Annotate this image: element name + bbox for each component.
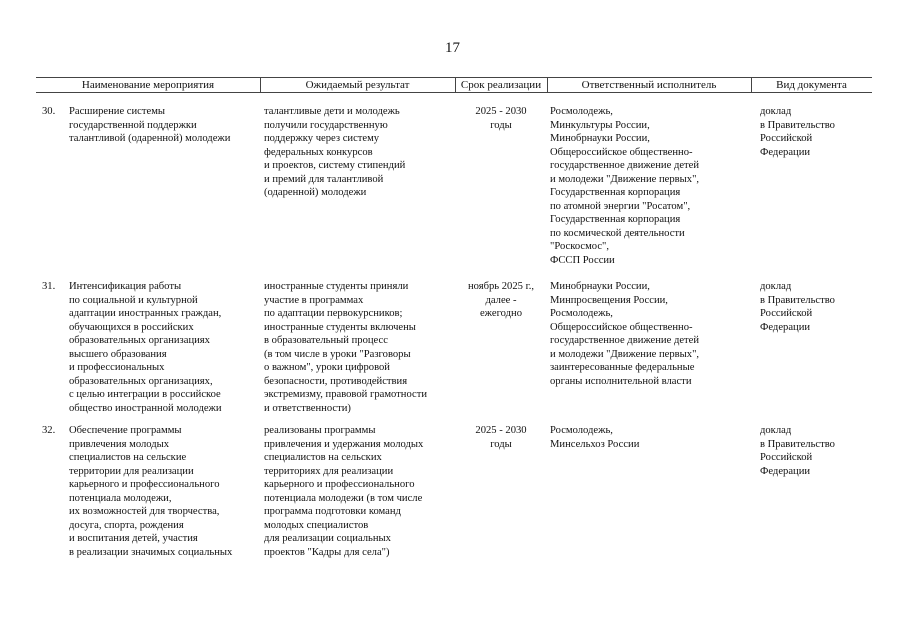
- event-name-line: талантливой (одаренной) молодежи: [69, 133, 231, 144]
- event-name-line: привлечения молодых: [69, 438, 170, 450]
- implementation-term-line: 2025 - 2030: [475, 106, 527, 117]
- event-name-cell: [69, 105, 259, 146]
- responsible-executor-line: Росмолодежь,: [550, 425, 613, 436]
- document-type-line: Российской: [760, 452, 813, 463]
- responsible-executor-line: Росмолодежь,: [550, 308, 613, 319]
- document-type-line: Федерации: [760, 146, 811, 158]
- expected-result-cell: [264, 105, 454, 200]
- expected-result-line: карьерного и профессионального: [264, 479, 415, 490]
- responsible-executor-line: Минобрнауки России,: [550, 133, 650, 144]
- expected-result-line: проектов "Кадры для села"): [264, 546, 390, 558]
- event-name-line: территории для реализации: [69, 465, 194, 477]
- document-type-line: Российской: [760, 133, 813, 144]
- event-name-line: адаптации иностранных граждан,: [69, 308, 222, 319]
- event-name-line: карьерного и профессионального: [69, 479, 220, 490]
- document-type-cell: [760, 280, 870, 334]
- event-name-line: Расширение системы: [69, 106, 166, 117]
- event-name-line: образовательных организациях: [69, 335, 210, 346]
- event-name-cell: [69, 424, 259, 559]
- event-name-line: государственной поддержки: [69, 119, 197, 131]
- expected-result-line: (в том числе в уроки "Разговоры: [264, 348, 411, 360]
- document-type-line: в Правительство: [760, 438, 835, 450]
- responsible-executor-line: по атомной энергии "Росатом",: [550, 200, 691, 212]
- expected-result-line: территориях для реализации: [264, 465, 394, 477]
- responsible-executor-line: Государственная корпорация: [550, 187, 681, 198]
- responsible-executor-cell: [550, 105, 745, 267]
- document-type-cell: [760, 424, 870, 478]
- expected-result-line: и ответственности): [264, 402, 351, 414]
- implementation-term-line: годы: [490, 438, 512, 450]
- event-name-line: общество иностранной молодежи: [69, 402, 222, 414]
- column-header-doc-type: Вид документа: [776, 79, 847, 91]
- implementation-term-cell: [456, 424, 546, 451]
- implementation-term-cell: [456, 105, 546, 132]
- document-type-line: доклад: [760, 281, 792, 292]
- document-type-line: доклад: [760, 425, 792, 436]
- implementation-term-line: 2025 - 2030: [475, 425, 527, 436]
- page-number: 17: [445, 40, 460, 56]
- implementation-term-line: ежегодно: [479, 308, 522, 319]
- responsible-executor-line: и молодежи "Движение первых",: [550, 173, 700, 185]
- expected-result-line: получили государственную: [264, 119, 388, 131]
- implementation-term-cell: [456, 280, 546, 321]
- expected-result-line: потенциала молодежи (в том числе: [264, 492, 423, 504]
- expected-result-line: программа подготовки команд: [264, 506, 401, 517]
- responsible-executor-cell: [550, 424, 745, 451]
- document-type-line: доклад: [760, 106, 792, 117]
- expected-result-line: в образовательный процесс: [264, 335, 388, 346]
- responsible-executor-line: Минпросвещения России,: [550, 294, 668, 306]
- table-header: [36, 77, 872, 93]
- expected-result-line: талантливые дети и молодежь: [264, 106, 400, 117]
- event-name-line: Интенсификация работы: [69, 281, 182, 292]
- responsible-executor-line: Минобрнауки России,: [550, 281, 650, 292]
- event-name-line: специалистов на сельские: [69, 452, 187, 463]
- responsible-executor-line: Общероссийское общественно-: [550, 321, 693, 333]
- expected-result-line: молодых специалистов: [264, 519, 369, 531]
- responsible-executor-line: государственное движение детей: [550, 335, 700, 346]
- event-name-line: высшего образования: [69, 348, 167, 360]
- expected-result-line: участие в программах: [264, 294, 364, 306]
- implementation-term-line: годы: [490, 119, 512, 131]
- responsible-executor-line: Росмолодежь,: [550, 106, 613, 117]
- expected-result-line: реализованы программы: [264, 425, 376, 436]
- expected-result-line: и проектов, систему стипендий: [264, 160, 406, 171]
- responsible-executor-line: органы исполнительной власти: [550, 375, 692, 387]
- event-name-line: потенциала молодежи,: [69, 492, 172, 504]
- event-name-line: обучающихся в российских: [69, 321, 194, 333]
- document-type-line: в Правительство: [760, 119, 835, 131]
- responsible-executor-line: и молодежи "Движение первых",: [550, 348, 700, 360]
- column-header-term: Срок реализации: [460, 79, 542, 91]
- responsible-executor-line: Минсельхоз России: [550, 438, 640, 450]
- responsible-executor-line: по космической деятельности: [550, 227, 685, 239]
- responsible-executor-line: ФССП России: [550, 254, 615, 266]
- column-header-name: Наименование мероприятия: [81, 79, 215, 91]
- expected-result-line: иностранные студенты приняли: [264, 281, 409, 292]
- responsible-executor-line: Государственная корпорация: [550, 214, 681, 225]
- row-number-cell: 31.: [42, 281, 56, 292]
- expected-result-line: специалистов на сельских: [264, 452, 382, 463]
- expected-result-line: иностранные студенты включены: [264, 321, 416, 333]
- responsible-executor-line: Общероссийское общественно-: [550, 146, 693, 158]
- document-type-cell: [760, 105, 870, 159]
- responsible-executor-line: Минкультуры России,: [550, 119, 650, 131]
- implementation-term-line: далее -: [485, 294, 517, 306]
- expected-result-line: для реализации социальных: [264, 533, 391, 544]
- expected-result-line: безопасности, противодействия: [264, 375, 408, 387]
- expected-result-cell: [264, 280, 454, 415]
- event-name-cell: [69, 280, 259, 415]
- document-type-line: Федерации: [760, 321, 811, 333]
- responsible-executor-line: заинтересованные федеральные: [550, 362, 695, 373]
- expected-result-line: экстремизму, правовой грамотности: [264, 389, 428, 400]
- expected-result-line: (одаренной) молодежи: [264, 187, 367, 198]
- expected-result-line: привлечения и удержания молодых: [264, 438, 424, 450]
- event-name-line: с целью интеграции в российское: [69, 389, 221, 400]
- event-name-line: образовательных организациях,: [69, 375, 213, 387]
- event-name-line: в реализации значимых социальных: [69, 546, 233, 558]
- event-name-line: их возможностей для творчества,: [69, 506, 220, 517]
- event-name-line: и воспитания детей, участия: [69, 533, 198, 544]
- event-name-line: по социальной и культурной: [69, 294, 198, 306]
- column-header-executor: Ответственный исполнитель: [581, 79, 717, 91]
- expected-result-line: поддержку через систему: [264, 133, 380, 144]
- event-name-line: и профессиональных: [69, 362, 165, 373]
- responsible-executor-cell: [550, 280, 745, 388]
- expected-result-line: о важном", уроки цифровой: [264, 362, 390, 373]
- document-type-line: Федерации: [760, 465, 811, 477]
- expected-result-cell: [264, 424, 454, 559]
- row-number-cell: 32.: [42, 425, 56, 436]
- expected-result-line: по адаптации первокурсников;: [264, 308, 403, 319]
- expected-result-line: федеральных конкурсов: [264, 146, 373, 158]
- responsible-executor-line: "Роскосмос",: [550, 241, 610, 252]
- responsible-executor-line: государственное движение детей: [550, 160, 700, 171]
- document-type-line: в Правительство: [760, 294, 835, 306]
- implementation-term-line: ноябрь 2025 г.,: [467, 281, 535, 292]
- document-type-line: Российской: [760, 308, 813, 319]
- expected-result-line: и премий для талантливой: [264, 173, 384, 185]
- column-header-result: Ожидаемый результат: [305, 79, 410, 91]
- event-name-line: Обеспечение программы: [69, 425, 182, 436]
- row-number-cell: 30.: [42, 106, 56, 117]
- event-name-line: досуга, спорта, рождения: [69, 519, 184, 531]
